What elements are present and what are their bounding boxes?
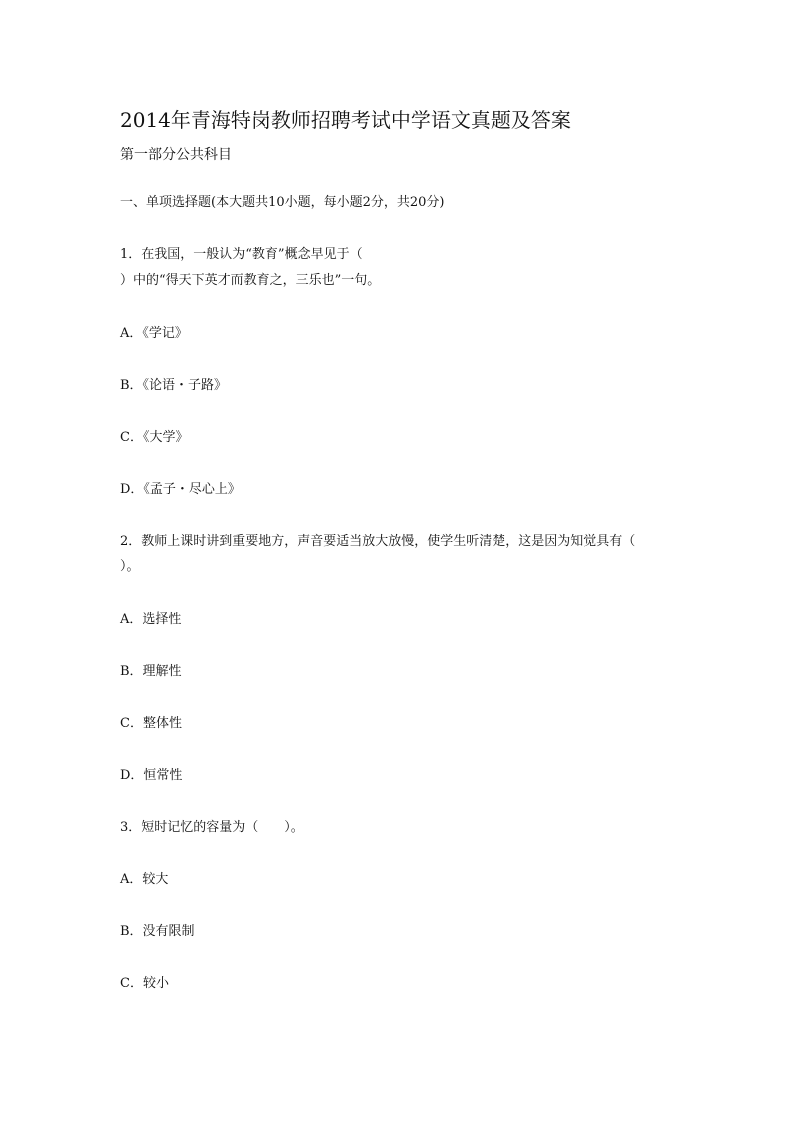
question-3-option-b: B．没有限制 (120, 924, 195, 939)
part-heading: 第一部分公共科目 (120, 147, 232, 163)
question-2-option-a: A．选择性 (120, 612, 182, 627)
question-1-option-c: C．《大学》 (120, 430, 189, 445)
question-3-option-a: A．较大 (120, 872, 169, 887)
question-3-stem: 3．短时记忆的容量为（ ）。 (120, 820, 304, 835)
question-1-option-a: A．《学记》 (120, 326, 188, 341)
question-1-option-d: D．《孟子・尽心上》 (120, 482, 241, 497)
question-2-stem-line-1: 2．教师上课时讲到重要地方，声音要适当放大放慢，使学生听清楚，这是因为知觉具有（ (120, 534, 636, 549)
question-2-option-b: B．理解性 (120, 664, 182, 679)
question-2-stem-line-2: ）。 (120, 559, 140, 574)
question-3-option-c: C．较小 (120, 976, 169, 991)
question-1-stem-line-2: ）中的“得天下英才而教育之，三乐也”一句。 (120, 273, 381, 288)
section-header: 一、单项选择题(本大题共10小题，每小题2分，共20分) (120, 195, 445, 210)
question-1-stem-line-1: 1．在我国，一般认为“教育”概念早见于（ (120, 247, 363, 262)
question-2-option-d: D．恒常性 (120, 768, 183, 783)
question-2-option-c: C．整体性 (120, 716, 182, 731)
document-title: 2014年青海特岗教师招聘考试中学语文真题及答案 (120, 108, 571, 132)
question-1-option-b: B．《论语・子路》 (120, 378, 228, 393)
